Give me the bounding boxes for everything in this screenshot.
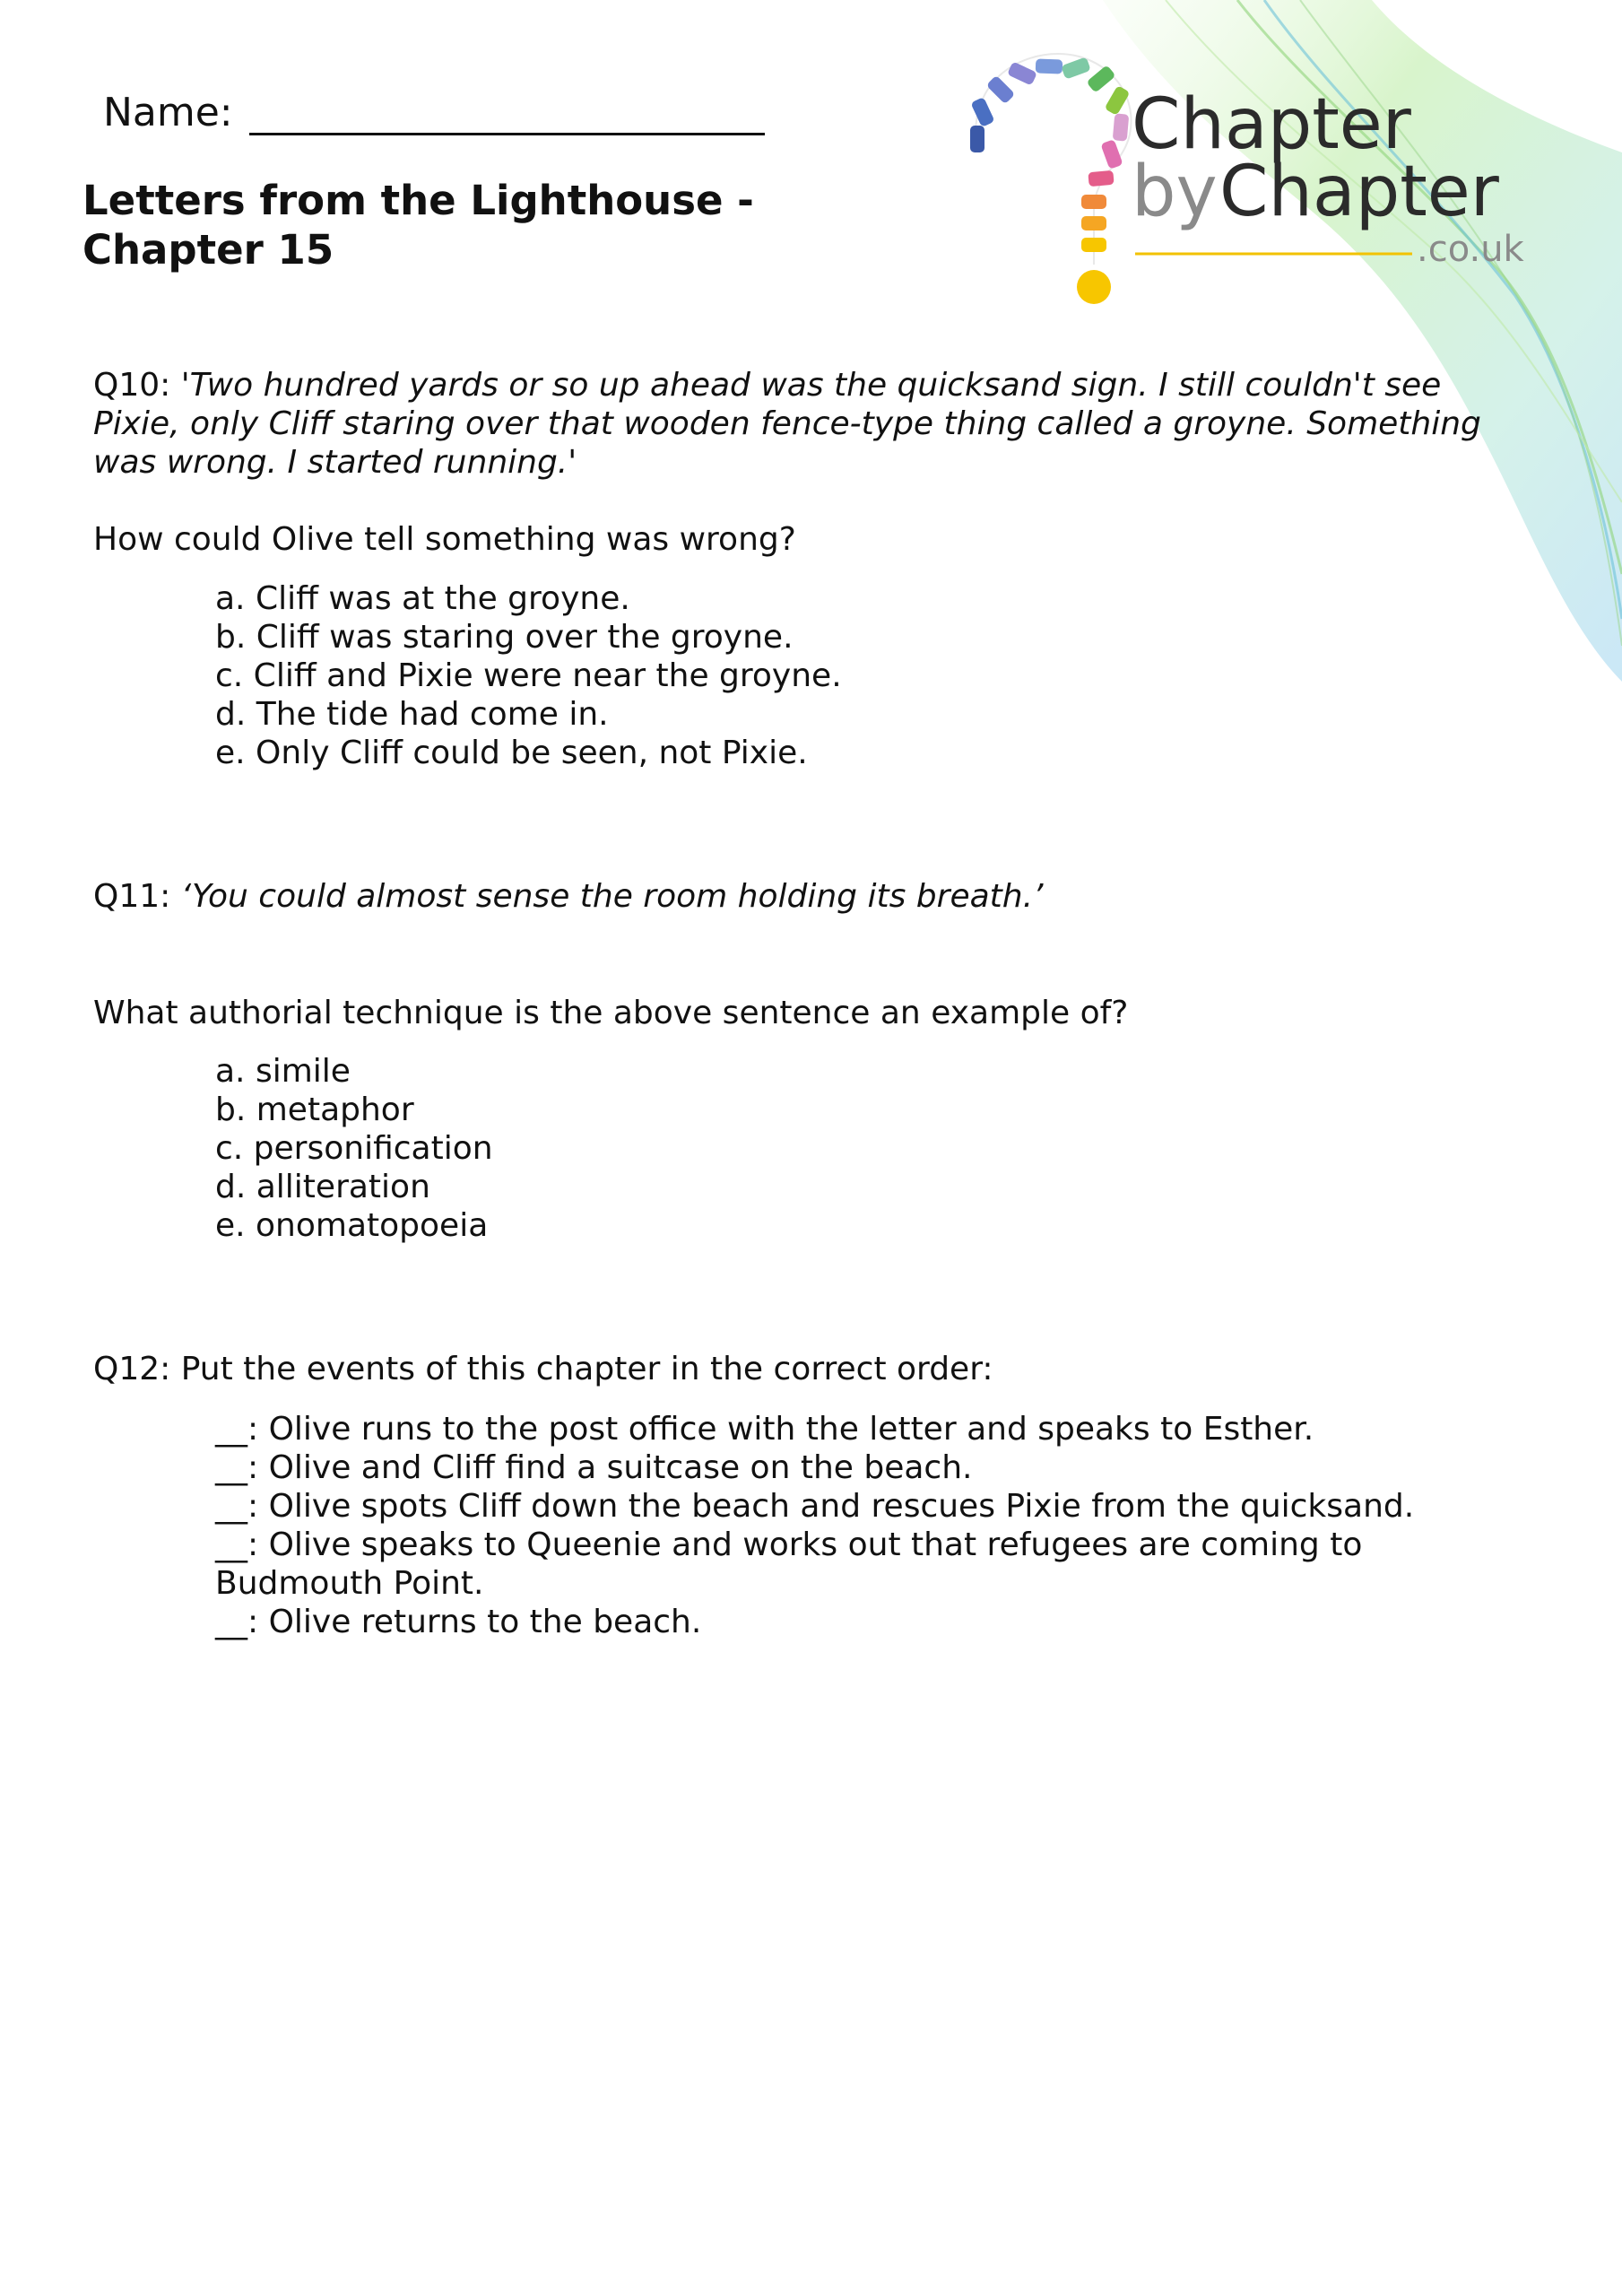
- q10-options: [215, 579, 842, 772]
- logo-word-chapter: Chapter: [1132, 84, 1411, 165]
- q12-event-2[interactable]: __: Olive and Cliff find a suitcase on the beach.: [215, 1449, 973, 1486]
- title-line-2: Chapter 15: [82, 226, 334, 274]
- q11-option-a[interactable]: a. simile: [215, 1053, 351, 1090]
- q12-event-1[interactable]: __: Olive runs to the post office with the letter and speaks to Esther.: [215, 1411, 1314, 1448]
- q10-option-c[interactable]: c. Cliff and Pixie were near the groyne.: [215, 657, 842, 694]
- q11-question: What authorial technique is the above sentence an example of?: [93, 995, 1129, 1031]
- q10-label: Q10:: [93, 367, 181, 404]
- q10-quote-line-2: Pixie, only Cliff staring over that wooden fence-type thing called a groyne. Something: [93, 405, 1481, 442]
- q10-option-e[interactable]: e. Only Cliff could be seen, not Pixie.: [215, 735, 808, 771]
- q11-options: [215, 1052, 493, 1245]
- q11-option-d[interactable]: d. alliteration: [215, 1169, 430, 1205]
- q12-event-3[interactable]: __: Olive spots Cliff down the beach and rescues Pixie from the quicksand.: [215, 1488, 1415, 1525]
- logo-word-by: by: [1132, 152, 1218, 232]
- logo-word-chapter-2: Chapter: [1219, 152, 1499, 232]
- worksheet-title: [82, 176, 889, 274]
- q10-option-a[interactable]: a. Cliff was at the groyne.: [215, 580, 630, 617]
- q11-option-e[interactable]: e. onomatopoeia: [215, 1207, 489, 1244]
- chapter-by-chapter-logo: [959, 49, 1551, 318]
- logo-domain: .co.uk: [1417, 229, 1524, 270]
- q10-quote-line-1: 'Two hundred yards or so up ahead was the quicksand sign. I still couldn't see: [180, 367, 1442, 404]
- name-label: Name:: [103, 90, 233, 135]
- question-mark-books-icon: [970, 54, 1132, 304]
- name-field-row: [103, 90, 765, 135]
- q11-quote: ‘You could almost sense the room holding its breath.’: [180, 878, 1044, 915]
- q10-option-d[interactable]: d. The tide had come in.: [215, 696, 609, 733]
- name-line[interactable]: [249, 90, 765, 135]
- q10-option-b[interactable]: b. Cliff was staring over the groyne.: [215, 619, 794, 656]
- title-line-1: Letters from the Lighthouse -: [82, 177, 754, 224]
- q11-option-b[interactable]: b. metaphor: [215, 1091, 414, 1128]
- q12-event-4[interactable]: __: Olive speaks to Queenie and works out that refugees are coming to: [215, 1526, 1363, 1563]
- q12-prompt: Q12: Put the events of this chapter in the correct order:: [93, 1351, 993, 1387]
- q10-prompt: [93, 366, 1528, 482]
- q12-event-4-continued: Budmouth Point.: [215, 1565, 484, 1602]
- q11-option-c[interactable]: c. personification: [215, 1130, 493, 1167]
- q12-events: [215, 1410, 1414, 1641]
- q10-question: How could Olive tell something was wrong?: [93, 521, 796, 558]
- q10-quote-line-3: was wrong. I started running.': [93, 444, 577, 481]
- q11-label: Q11:: [93, 878, 181, 915]
- q12-event-5[interactable]: __: Olive returns to the beach.: [215, 1604, 702, 1640]
- q11-prompt: [93, 877, 1043, 916]
